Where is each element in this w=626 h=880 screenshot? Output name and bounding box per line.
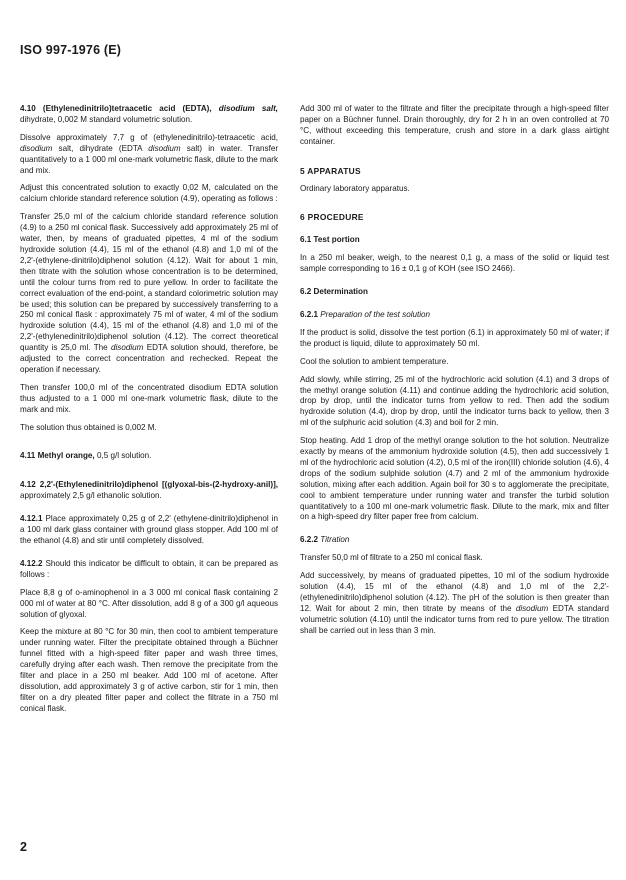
paragraph-dissolve: Dissolve approximately 7,7 g of (ethylenedinitrilo)-tetraacetic acid, disodium salt, dihydrate (EDTA disodium salt) in water. Transfer quantitatively to a 1 000 ml one-mark volumetric flask, dilute to the mark and mix. <box>20 132 279 175</box>
paragraph-place: Place 8,8 g of o-aminophenol in a 3 000 ml conical flask containing 2 000 ml of water at 80 °C. After dissolution, add 8 g of a 300 g/l aqueous solution of glyoxal. <box>20 587 278 619</box>
section-6-2-1-heading: 6.2.1 Preparation of the test solution <box>300 309 431 319</box>
paragraph-add-water: Add 300 ml of water to the filtrate and filter the precipitate through a high-speed filter paper on a Büchner funnel. Drain thoroughly, dry for 2 h in an oven controlled at 70 °C, without exceeding this temperature, crush and store in a dark glass airtight container. <box>300 104 609 146</box>
paragraph-test-portion: In a 250 ml beaker, weigh, to the nearest 0,1 g, a mass of the solid or liquid test sample corresponding to 16 ± 0,1 g of KOH (see ISO 2466). <box>300 253 609 274</box>
section-4-11-heading: 4.11 Methyl orange, 0,5 g/l solution. <box>20 451 152 461</box>
document-header: ISO 997-1976 (E) <box>20 43 122 57</box>
page-number: 2 <box>20 840 27 854</box>
paragraph-transfer-procedure: Transfer 25,0 ml of the calcium chloride standard reference solution (4.9) to a 250 ml conical flask. Successively add approximately 25 ml of water, then, by means of graduated pipettes, 4 ml of the sodium hydroxide solution (4.4), 15 ml of the ethanol (4.8) and 1,0 ml of the 2,2'-(ethylene-dinitrilo)diphenol solution (4.12). Wait for about 1 min, then titrate with the solution whose concentration is to be determined, until the colour turns from red to pure yellow. In order to facilitate the correct evaluation of the end-point, a standard colorimetric solution may be used; this solution can be prepared by successively transferring to a 250 ml conical flask : approximately 75 ml of water, 4 ml of the sodium hydroxide solution (4.4), 15 ml of the ethanol (4.8) and 1,0 ml of the 2,2'-(ethylenedinitrilo)diphenol solution (4.12). The correct theoretical quantity is 25,0 ml. The disodium EDTA solution should, therefore, be adjusted to the correct concentration and rechecked. Repeat the operation if necessary. <box>20 212 279 374</box>
section-6-2-2-heading: 6.2.2 Titration <box>300 535 350 545</box>
left-column <box>20 104 278 722</box>
paragraph-dissolve-test-portion: If the product is solid, dissolve the test portion (6.1) in approximately 50 ml of water; if the product is liquid, dilute to approximately 50 ml. <box>300 327 609 348</box>
section-6-heading: 6 PROCEDURE <box>300 212 364 223</box>
paragraph-cool: Cool the solution to ambient temperature. <box>300 356 449 366</box>
section-4-12-1: 4.12.1 Place approximately 0,25 g of 2,2' (ethylene-dinitrilo)diphenol in a 100 ml dark glass container with ground glass stopper. Add 100 ml of the ethanol (4.8) and stir until completely dissolved. <box>20 514 279 545</box>
paragraph-add-slowly: Add slowly, while stirring, 25 ml of the hydrochloric acid solution (4.1) and 3 drops of the methyl orange solution (4.11) and continue adding the hydrochloric acid solution, drop by drop, until the indicator turns from yellow to red. Then add the sodium hydroxide solution (4.4), drop by drop, until the indicator turns back to yellow, then 3 ml of the sulphuric acid solution (4.3) and boil for 2 min. <box>300 374 609 428</box>
paragraph-adjust: Adjust this concentrated solution to exactly 0,02 M, calculated on the calcium chloride standard reference solution (4.9), operating as follows : <box>20 183 278 204</box>
paragraph-stop-heating: Stop heating. Add 1 drop of the methyl orange solution to the hot solution. Neutralize exactly by means of the ammonium hydroxide solution (4.5), then add successively 1 ml of the hydrochloric acid solution (4.2), 0,5 ml of the iron(III) chloride solution (4.6), 4 drops of the sodium sulphide solution (4.7) and 2 ml of the ammonium hydroxide solution, mixing after each addition. Again boil for 30 s to agglomerate the precipitate, cool to ambient temperature under running water and transfer the turbid solution quantitatively to a 100 ml one-mark volumetric flask. Dilute to the mark, mix and filter on a high-speed dry filter paper free from calcium. <box>300 436 609 522</box>
right-column <box>300 104 609 644</box>
section-4-12-2: 4.12.2 Should this indicator be difficult to obtain, it can be prepared as follows : <box>20 558 278 579</box>
section-4-10-heading: 4.10 (Ethylenedinitrilo)tetraacetic acid (EDTA), disodium salt, dihydrate, 0,002 M standard volumetric solution. <box>20 104 279 124</box>
section-6-2-heading: 6.2 Determination <box>300 287 368 297</box>
paragraph-solution-obtained: The solution thus obtained is 0,002 M. <box>20 422 157 432</box>
paragraph-apparatus: Ordinary laboratory apparatus. <box>300 183 410 193</box>
paragraph-titration: Add successively, by means of graduated pipettes, 10 ml of the sodium hydroxide solution (4.4), 15 ml of the ethanol (4.8) and 1,0 ml of the 2,2'-(ethylenedinitrilo)diphenol solution (4.12). The pH of the solution is then greater than 12. Wait for about 2 min, then titrate by means of the disodium EDTA standard volumetric solution (4.10) until the indicator turns from red to pure yellow. The titration shall be carried out in less than 3 min. <box>300 571 610 635</box>
paragraph-then-transfer: Then transfer 100,0 ml of the concentrated disodium EDTA solution thus adjusted to a 1 000 ml one-mark volumetric flask, dilute to the mark and mix. <box>20 382 278 414</box>
paragraph-keep: Keep the mixture at 80 °C for 30 min, then cool to ambient temperature under running water. Filter the precipitate obtained through a Büchner funnel fitted with a high-speed filter paper and wash three times, carefully drying after each wash. Then remove the precipitate from the filter and place in a 250 ml beaker. Add 100 ml of acetone. After dissolution, add approximately 3 g of active carbon, stir for 1 min, then filter on a dry pleated filter paper and collect the filtrate in a 750 ml conical flask. <box>20 627 278 713</box>
section-4-12-heading: 4.12 2,2'-(Ethylenedinitrilo)diphenol [(glyoxal-bis-(2-hydroxy-anil)], approximately 2,5 g/l ethanolic solution. <box>20 480 279 501</box>
paragraph-transfer-filtrate: Transfer 50,0 ml of filtrate to a 250 ml conical flask. <box>300 553 483 563</box>
section-6-1-heading: 6.1 Test portion <box>300 235 360 245</box>
section-5-heading: 5 APPARATUS <box>300 165 361 176</box>
